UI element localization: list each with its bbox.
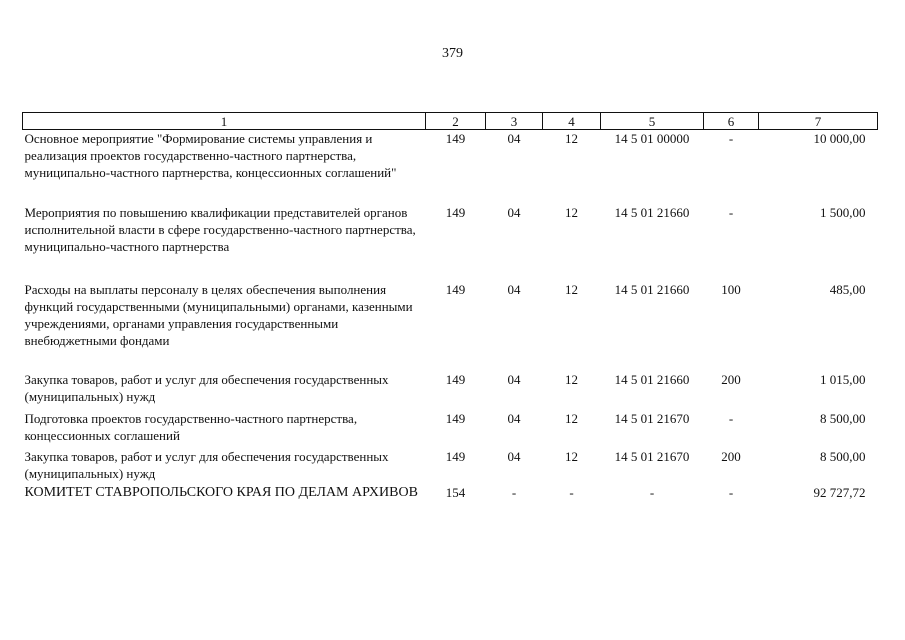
table-row [23,281,878,371]
row-section-code: - [511,484,517,500]
row-subsection-code: 12 [565,410,578,426]
row-name: КОМИТЕТ СТАВРОПОЛЬСКОГО КРАЯ ПО ДЕЛАМ АРХИВОВ [24,484,418,500]
row-subsection-code: 12 [565,131,578,146]
header-col-4: 4 [543,113,601,130]
row-amount: 485,00 [829,281,866,297]
row-subsection-code: - [569,484,574,500]
row-amount: 92 727,72 [813,484,866,500]
row-expense-type: - [728,204,734,220]
row-name: Основное мероприятие "Формирование системы управления и реализация проектов государственно-частного партнерства, муниципально-частного партнерства, концессионных соглашений" [24,131,397,180]
row-ministry-code: 154 [445,484,466,500]
table-row [23,484,878,524]
row-expense-type: - [728,131,734,146]
row-ministry-code: 149 [445,410,466,426]
row-name: Закупка товаров, работ и услуг для обеспечения государственных (муниципальных) нужд [24,371,389,404]
row-target-code: 14 5 01 00000 [614,131,690,146]
page-number: 379 [442,46,463,61]
row-ministry-code: 149 [445,131,466,146]
table-row [23,410,878,448]
table-row [23,204,878,281]
row-amount: 1 015,00 [820,371,866,387]
table-row [23,448,878,484]
budget-table [22,112,878,524]
table-row [23,371,878,410]
row-amount: 1 500,00 [820,204,866,220]
row-target-code: 14 5 01 21670 [614,410,690,426]
row-amount: 8 500,00 [820,448,866,464]
row-section-code: 04 [507,281,521,297]
row-amount: 8 500,00 [820,410,866,426]
header-col-7: 7 [759,113,878,130]
header-col-6: 6 [704,113,759,130]
row-target-code: - [649,484,655,500]
row-subsection-code: 12 [565,281,578,297]
row-expense-type: - [728,410,734,426]
row-section-code: 04 [507,131,521,146]
row-ministry-code: 149 [445,448,466,464]
row-ministry-code: 149 [445,204,466,220]
table-header-row [23,113,878,130]
header-col-1: 1 [23,113,426,130]
row-expense-type: 100 [721,281,741,297]
row-expense-type: - [728,484,734,500]
row-subsection-code: 12 [565,371,578,387]
row-name: Закупка товаров, работ и услуг для обеспечения государственных (муниципальных) нужд [24,448,389,481]
row-subsection-code: 12 [565,204,578,220]
row-name: Подготовка проектов государственно-частного партнерства, концессионных соглашений [24,410,358,443]
row-section-code: 04 [507,371,521,387]
row-amount: 10 000,00 [813,131,866,146]
header-col-5: 5 [601,113,704,130]
row-target-code: 14 5 01 21660 [614,281,690,297]
row-section-code: 04 [507,204,521,220]
row-target-code: 14 5 01 21660 [614,371,690,387]
table-row [23,130,878,204]
row-name: Мероприятия по повышению квалификации представителей органов исполнительной власти в сфере государственно-частного партнерства, муниципально-частного партнерства [24,204,416,254]
row-name: Расходы на выплаты персоналу в целях обеспечения выполнения функций государственными (муниципальными) органами, казенными учреждениями, органами управления государственными внебюджетными фондами [24,281,413,348]
header-col-3: 3 [486,113,543,130]
header-col-2: 2 [426,113,486,130]
row-ministry-code: 149 [445,281,466,297]
row-section-code: 04 [507,448,521,464]
row-target-code: 14 5 01 21660 [614,204,690,220]
row-expense-type: 200 [721,448,741,464]
row-target-code: 14 5 01 21670 [614,448,690,464]
row-expense-type: 200 [721,371,741,387]
row-section-code: 04 [507,410,521,426]
row-subsection-code: 12 [565,448,578,464]
row-ministry-code: 149 [445,371,466,387]
